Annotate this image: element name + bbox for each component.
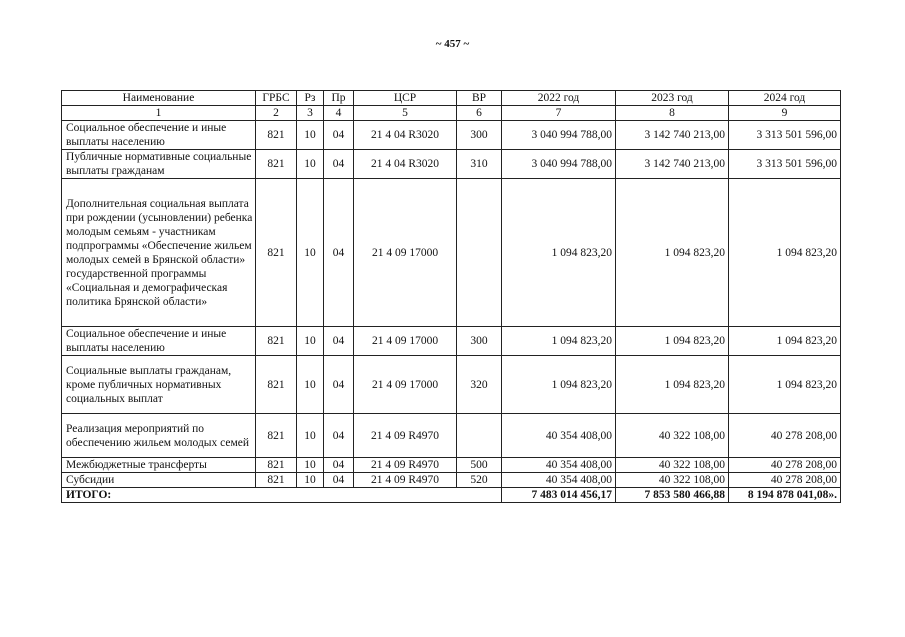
row-2022: 40 354 408,00 (502, 473, 616, 488)
row-2022: 40 354 408,00 (502, 414, 616, 458)
row-pr: 04 (324, 356, 354, 414)
page-number: ~ 457 ~ (435, 38, 470, 50)
row-pr: 04 (324, 327, 354, 356)
row-2024: 40 278 208,00 (729, 473, 841, 488)
row-2024: 1 094 823,20 (729, 327, 841, 356)
row-pr: 04 (324, 473, 354, 488)
table-row (62, 473, 841, 488)
row-vr (457, 414, 502, 458)
row-grbs: 821 (256, 458, 297, 473)
row-grbs: 821 (256, 121, 297, 150)
row-rz: 10 (297, 458, 324, 473)
column-header-name: Наименование (62, 91, 256, 106)
row-rz: 10 (297, 473, 324, 488)
row-2022: 3 040 994 788,00 (502, 121, 616, 150)
row-vr: 320 (457, 356, 502, 414)
column-header-2023: 2023 год (616, 91, 729, 106)
row-rz: 10 (297, 121, 324, 150)
table-row (62, 458, 841, 473)
row-2023: 1 094 823,20 (616, 327, 729, 356)
header-row (62, 91, 841, 106)
column-number: 7 (502, 106, 616, 121)
row-vr (457, 179, 502, 327)
row-2023: 40 322 108,00 (616, 414, 729, 458)
row-name: Социальные выплаты гражданам, кроме публичных нормативных социальных выплат (62, 356, 256, 414)
row-grbs: 821 (256, 179, 297, 327)
row-csr: 21 4 09 R4970 (354, 473, 457, 488)
total-2024: 8 194 878 041,08». (729, 488, 841, 503)
budget-table (61, 90, 841, 503)
row-2024: 40 278 208,00 (729, 458, 841, 473)
row-csr: 21 4 09 17000 (354, 179, 457, 327)
column-header-pr: Пр (324, 91, 354, 106)
row-name: Реализация мероприятий по обеспечению жильем молодых семей (62, 414, 256, 458)
row-2024: 1 094 823,20 (729, 356, 841, 414)
table-row (62, 179, 841, 327)
row-rz: 10 (297, 356, 324, 414)
column-number: 3 (297, 106, 324, 121)
row-pr: 04 (324, 458, 354, 473)
row-vr: 300 (457, 327, 502, 356)
table-row (62, 414, 841, 458)
row-csr: 21 4 04 R3020 (354, 150, 457, 179)
table-row (62, 356, 841, 414)
row-name: Субсидии (62, 473, 256, 488)
row-grbs: 821 (256, 473, 297, 488)
row-grbs: 821 (256, 150, 297, 179)
column-number: 1 (62, 106, 256, 121)
row-vr: 310 (457, 150, 502, 179)
row-2024: 3 313 501 596,00 (729, 150, 841, 179)
row-rz: 10 (297, 150, 324, 179)
row-grbs: 821 (256, 327, 297, 356)
table-row (62, 121, 841, 150)
row-pr: 04 (324, 121, 354, 150)
column-number: 9 (729, 106, 841, 121)
table-row (62, 150, 841, 179)
row-csr: 21 4 09 R4970 (354, 414, 457, 458)
row-2023: 3 142 740 213,00 (616, 121, 729, 150)
row-2023: 1 094 823,20 (616, 356, 729, 414)
column-header-2022: 2022 год (502, 91, 616, 106)
column-number: 6 (457, 106, 502, 121)
row-2024: 1 094 823,20 (729, 179, 841, 327)
column-number: 5 (354, 106, 457, 121)
row-csr: 21 4 04 R3020 (354, 121, 457, 150)
row-vr: 300 (457, 121, 502, 150)
row-vr: 500 (457, 458, 502, 473)
total-2022: 7 483 014 456,17 (502, 488, 616, 503)
row-2022: 1 094 823,20 (502, 327, 616, 356)
row-grbs: 821 (256, 356, 297, 414)
table-row (62, 327, 841, 356)
row-name: Публичные нормативные социальные выплаты гражданам (62, 150, 256, 179)
row-csr: 21 4 09 17000 (354, 327, 457, 356)
row-name: Социальное обеспечение и иные выплаты населению (62, 121, 256, 150)
column-number: 8 (616, 106, 729, 121)
row-2023: 1 094 823,20 (616, 179, 729, 327)
row-vr: 520 (457, 473, 502, 488)
row-2022: 3 040 994 788,00 (502, 150, 616, 179)
row-pr: 04 (324, 414, 354, 458)
row-2023: 3 142 740 213,00 (616, 150, 729, 179)
column-header-csr: ЦСР (354, 91, 457, 106)
row-name: Социальное обеспечение и иные выплаты населению (62, 327, 256, 356)
row-csr: 21 4 09 17000 (354, 356, 457, 414)
column-number: 4 (324, 106, 354, 121)
column-header-vr: ВР (457, 91, 502, 106)
row-2024: 40 278 208,00 (729, 414, 841, 458)
row-name: Межбюджетные трансферты (62, 458, 256, 473)
row-2023: 40 322 108,00 (616, 458, 729, 473)
row-2024: 3 313 501 596,00 (729, 121, 841, 150)
column-header-rz: Рз (297, 91, 324, 106)
total-row (62, 488, 841, 503)
row-pr: 04 (324, 179, 354, 327)
column-header-grbs: ГРБС (256, 91, 297, 106)
row-2022: 1 094 823,20 (502, 179, 616, 327)
column-header-2024: 2024 год (729, 91, 841, 106)
row-grbs: 821 (256, 414, 297, 458)
row-2022: 40 354 408,00 (502, 458, 616, 473)
row-2022: 1 094 823,20 (502, 356, 616, 414)
row-csr: 21 4 09 R4970 (354, 458, 457, 473)
row-name: Дополнительная социальная выплата при рождении (усыновлении) ребенка молодым семьям - участникам подпрограммы «Обеспечение жильем молодых семей в Брянской области» государственной программы «Социальная и демографическая политика Брянской области» (62, 179, 256, 327)
column-number-row (62, 106, 841, 121)
row-rz: 10 (297, 327, 324, 356)
total-label: ИТОГО: (62, 488, 502, 503)
row-rz: 10 (297, 179, 324, 327)
total-2023: 7 853 580 466,88 (616, 488, 729, 503)
row-2023: 40 322 108,00 (616, 473, 729, 488)
row-pr: 04 (324, 150, 354, 179)
column-number: 2 (256, 106, 297, 121)
row-rz: 10 (297, 414, 324, 458)
